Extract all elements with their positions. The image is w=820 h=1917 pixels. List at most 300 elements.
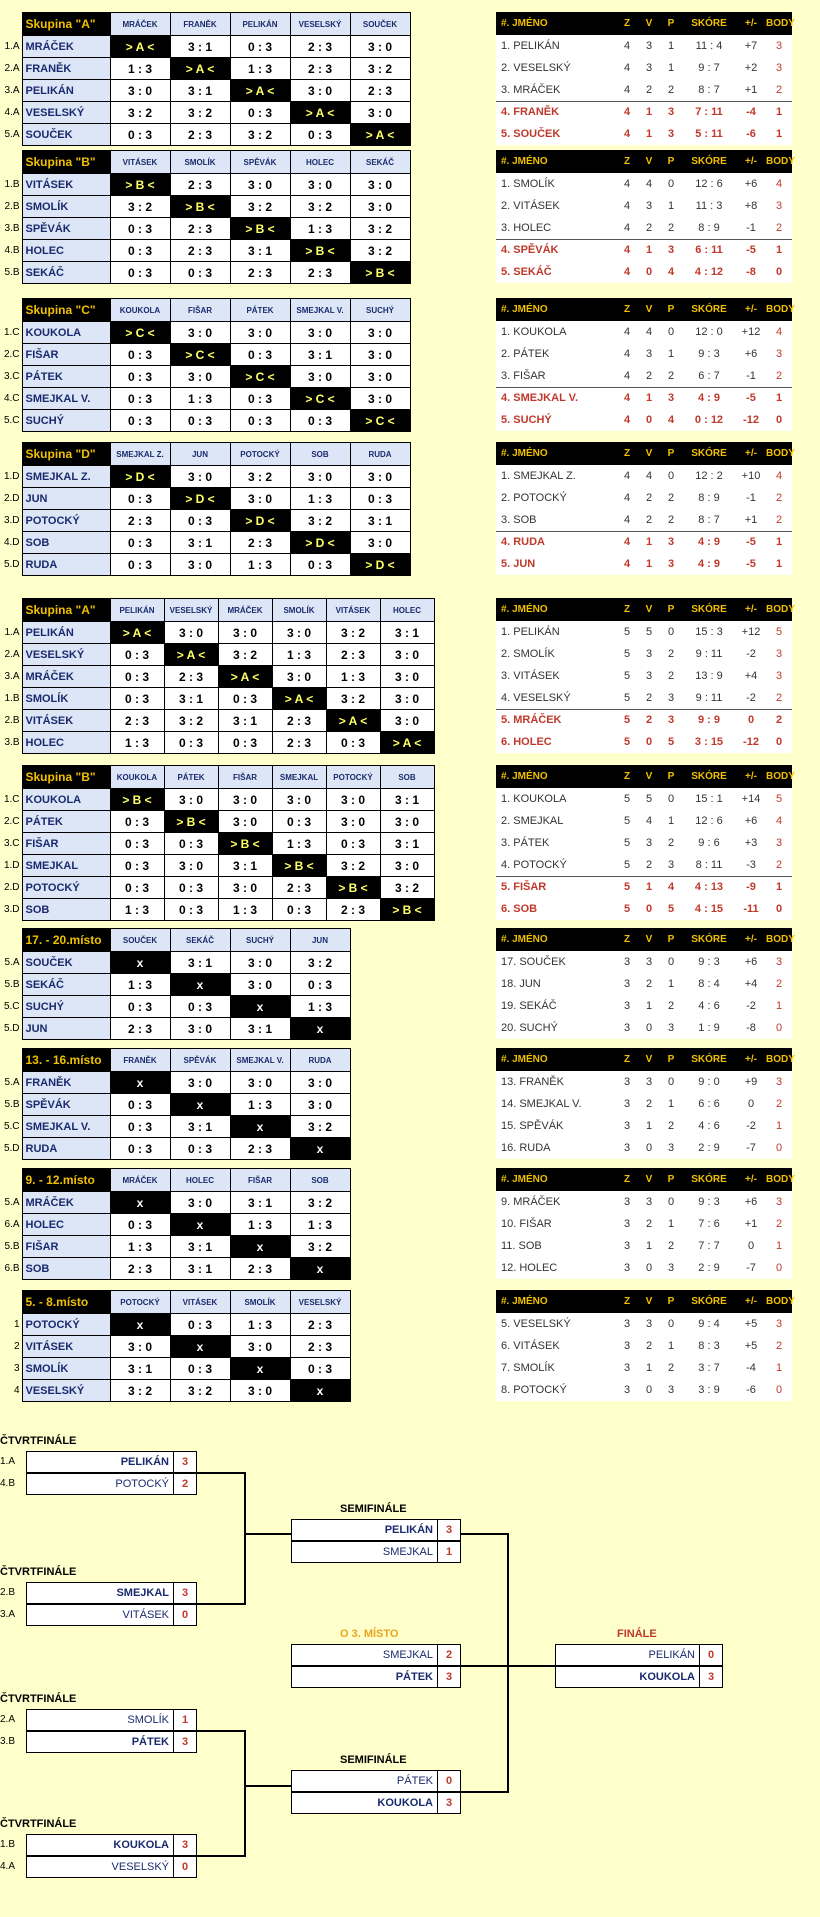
column-header: FRANĚK: [170, 13, 230, 36]
score-cell: 0 : 3: [110, 488, 170, 510]
standings-pts: 3: [766, 195, 792, 217]
matrix-row: [0, 102, 410, 124]
diagonal-cell: x: [110, 1192, 170, 1214]
seed-label: 4.A: [4, 107, 20, 118]
standings-p: 0: [660, 788, 682, 810]
score-cell: 3 : 2: [218, 644, 272, 666]
player-name: SMOLÍK: [27, 1710, 174, 1730]
standings-score: 8 : 9: [682, 487, 736, 509]
standings-pos: 5. SUCHÝ: [496, 409, 616, 431]
qf2-p1-box[interactable]: [26, 1582, 197, 1604]
score-cell: 3 : 0: [170, 466, 230, 488]
standings-v: 1: [638, 239, 660, 261]
score-cell: 3 : 0: [380, 855, 434, 877]
score-cell: 2 : 3: [170, 218, 230, 240]
standings-score: 4 : 15: [682, 898, 736, 920]
matrix-row: [0, 1358, 350, 1380]
qf4-p2-box[interactable]: [26, 1856, 197, 1878]
diagonal-cell: > B <: [290, 240, 350, 262]
standings-p: 2: [660, 665, 682, 687]
standings-pts: 0: [766, 1017, 792, 1039]
matrix-row: [0, 1258, 350, 1280]
standings-v: 2: [638, 79, 660, 101]
column-header: KOUKOLA: [110, 299, 170, 322]
seed-label: 3.D: [3, 515, 20, 526]
standings-pts: 3: [766, 665, 792, 687]
seed-label: 1.C: [3, 327, 20, 338]
qf1-p2-box[interactable]: [26, 1473, 197, 1495]
standings-pts: 0: [766, 1137, 792, 1159]
standings-row: [496, 465, 792, 487]
score-cell: 0 : 3: [326, 732, 380, 754]
corner-blank: [0, 13, 22, 36]
final-p1-box[interactable]: [555, 1644, 723, 1666]
standings-score: 7 : 7: [682, 1235, 736, 1257]
score-cell: 0 : 3: [110, 1214, 170, 1236]
standings-score: 6 : 7: [682, 365, 736, 387]
score-cell: 0 : 3: [110, 344, 170, 366]
player-name: PÁTEK: [22, 811, 110, 833]
standings-row: [496, 57, 792, 79]
standings-diff: -6: [736, 123, 766, 145]
player-name: SMOLÍK: [22, 1358, 110, 1380]
standings-diff: -8: [736, 1017, 766, 1039]
diagonal-cell: > B <: [164, 811, 218, 833]
standings-score: 1 : 9: [682, 1017, 736, 1039]
score-cell: 3 : 0: [230, 1336, 290, 1358]
qf4-p1-box[interactable]: [26, 1834, 197, 1856]
seed-label: 1.B: [4, 693, 20, 704]
standings-v: 2: [638, 509, 660, 531]
player-score: 2: [181, 1478, 189, 1490]
seed-label: 2: [13, 1341, 20, 1352]
score-cell: 0 : 3: [110, 1138, 170, 1160]
score-cell: 0 : 3: [290, 1358, 350, 1380]
player-name: RUDA: [22, 554, 110, 576]
column-header: SMEJKAL V.: [290, 299, 350, 322]
player-name: SMEJKAL: [292, 1645, 438, 1665]
standings-diff: -5: [736, 531, 766, 553]
standings-row: [496, 1235, 792, 1257]
group-matrix: [0, 598, 435, 754]
matrix-row: [0, 855, 434, 877]
standings-p: 0: [660, 1191, 682, 1213]
standings-z: 5: [616, 643, 638, 665]
bracket-line: [461, 1665, 555, 1667]
corner-blank: [0, 1169, 22, 1192]
seed-label: 3.B: [4, 737, 20, 748]
qf2-p2-box[interactable]: [26, 1604, 197, 1626]
standings-header: Z: [616, 442, 638, 465]
standings-diff: +6: [736, 810, 766, 832]
matrix-row: [0, 488, 410, 510]
score-cell: 0 : 3: [164, 732, 218, 754]
standings-p: 1: [660, 973, 682, 995]
standings-header: P: [660, 1048, 682, 1071]
group-matrix: [0, 1290, 351, 1402]
matrix-row: [0, 218, 410, 240]
standings-v: 2: [638, 487, 660, 509]
bracket-line: [244, 1533, 291, 1535]
standings-header: BODY: [766, 928, 792, 951]
score-cell: 2 : 3: [272, 732, 326, 754]
score-cell: 1 : 3: [272, 833, 326, 855]
standings-pts: 1: [766, 1235, 792, 1257]
column-header: VESELSKÝ: [164, 599, 218, 622]
score-cell: 3 : 2: [170, 1380, 230, 1402]
player-name: VESELSKÝ: [27, 1857, 174, 1877]
score-cell: 3 : 2: [380, 877, 434, 899]
group-matrix: [0, 298, 411, 432]
diagonal-cell: > A <: [380, 732, 434, 754]
standings-header: #. JMÉNO: [496, 765, 616, 788]
score-cell: 1 : 3: [110, 58, 170, 80]
player-score: 3: [181, 1736, 189, 1748]
score-cell: 3 : 0: [380, 688, 434, 710]
score-cell: 1 : 3: [290, 1214, 350, 1236]
score-cell: 3 : 0: [170, 322, 230, 344]
sf2-p1-box[interactable]: [291, 1770, 461, 1792]
standings-row: [496, 687, 792, 709]
standings-z: 3: [616, 1235, 638, 1257]
score-cell: 3 : 2: [350, 240, 410, 262]
column-header: POTOCKÝ: [230, 443, 290, 466]
standings-v: 2: [638, 1335, 660, 1357]
seed-label: 3.C: [3, 838, 20, 849]
standings-score: 15 : 3: [682, 621, 736, 643]
standings-p: 5: [660, 731, 682, 753]
column-header: SMEJKAL: [272, 766, 326, 789]
standings-header: P: [660, 1168, 682, 1191]
player-name: SMEJKAL: [27, 1583, 174, 1603]
standings-z: 4: [616, 343, 638, 365]
group-title: Skupina "C": [22, 299, 110, 322]
sf2-p2-box[interactable]: [291, 1792, 461, 1814]
score-cell: 2 : 3: [230, 1258, 290, 1280]
standings-v: 3: [638, 832, 660, 854]
column-header: HOLEC: [380, 599, 434, 622]
diagonal-cell: x: [170, 1094, 230, 1116]
standings-z: 5: [616, 687, 638, 709]
score-cell: 0 : 3: [110, 124, 170, 146]
standings-pos: 4. VESELSKÝ: [496, 687, 616, 709]
diagonal-cell: > A <: [170, 58, 230, 80]
standings-z: 3: [616, 951, 638, 973]
score-cell: 3 : 0: [380, 644, 434, 666]
standings-row: [496, 1191, 792, 1213]
standings-row: [496, 1071, 792, 1093]
standings-pos: 4. SPĚVÁK: [496, 239, 616, 261]
player-name: KOUKOLA: [22, 789, 110, 811]
standings-score: 4 : 6: [682, 995, 736, 1017]
player-name: SOUČEK: [22, 952, 110, 974]
standings-pts: 0: [766, 409, 792, 431]
standings-pts: 2: [766, 509, 792, 531]
standings-p: 3: [660, 1379, 682, 1401]
standings-score: 12 : 0: [682, 321, 736, 343]
standings-row: [496, 832, 792, 854]
column-header: VESELSKÝ: [290, 13, 350, 36]
standings-z: 4: [616, 173, 638, 195]
standings-pts: 3: [766, 1191, 792, 1213]
standings-pos: 19. SEKÁČ: [496, 995, 616, 1017]
standings-header: Z: [616, 150, 638, 173]
standings-pos: 3. HOLEC: [496, 217, 616, 239]
player-name: MRÁČEK: [22, 36, 110, 58]
seed-label: 5.A: [4, 129, 20, 140]
standings-v: 2: [638, 217, 660, 239]
standings-pts: 1: [766, 1357, 792, 1379]
score-cell: 0 : 3: [218, 688, 272, 710]
standings-row: [496, 973, 792, 995]
standings-pos: 5. SEKÁČ: [496, 261, 616, 283]
score-cell: 0 : 3: [218, 732, 272, 754]
score-cell: 3 : 1: [230, 1192, 290, 1214]
diagonal-cell: > B <: [272, 855, 326, 877]
standings-p: 2: [660, 1235, 682, 1257]
standings-score: 11 : 4: [682, 35, 736, 57]
standings-pos: 4. RUDA: [496, 531, 616, 553]
sf1-p2-box[interactable]: [291, 1541, 461, 1563]
player-name: VESELSKÝ: [22, 1380, 110, 1402]
standings-row: [496, 1017, 792, 1039]
player-name: JUN: [22, 1018, 110, 1040]
score-cell: 0 : 3: [110, 532, 170, 554]
standings-p: 5: [660, 898, 682, 920]
standings-pts: 4: [766, 465, 792, 487]
matrix-row: [0, 240, 410, 262]
standings-header: #. JMÉNO: [496, 1168, 616, 1191]
standings-p: 0: [660, 951, 682, 973]
standings-v: 3: [638, 665, 660, 687]
standings-score: 7 : 6: [682, 1213, 736, 1235]
player-name: SMEJKAL V.: [22, 1116, 110, 1138]
standings-header: BODY: [766, 1048, 792, 1071]
standings-v: 3: [638, 951, 660, 973]
score-cell: 3 : 0: [230, 974, 290, 996]
standings-z: 5: [616, 810, 638, 832]
standings-pts: 1: [766, 1115, 792, 1137]
standings-row: [496, 1137, 792, 1159]
group-block: [0, 928, 820, 1042]
diagonal-cell: x: [170, 974, 230, 996]
standings-score: 9 : 3: [682, 951, 736, 973]
seed-label: 1.A: [0, 1456, 16, 1467]
group-block: [0, 298, 820, 434]
standings-score: 12 : 2: [682, 465, 736, 487]
standings-diff: +14: [736, 788, 766, 810]
standings-diff: +4: [736, 973, 766, 995]
score-cell: 0 : 3: [230, 36, 290, 58]
qf1-p1-box[interactable]: [26, 1451, 197, 1473]
standings-row: [496, 531, 792, 553]
score-cell: 0 : 3: [110, 240, 170, 262]
score-cell: 2 : 3: [110, 1258, 170, 1280]
column-header: VITÁSEK: [170, 1291, 230, 1314]
standings-row: [496, 665, 792, 687]
standings-header: SKÓRE: [682, 1290, 736, 1313]
diagonal-cell: > D <: [290, 532, 350, 554]
standings-diff: +6: [736, 1191, 766, 1213]
standings-header: SKÓRE: [682, 442, 736, 465]
seed-label: 6.A: [4, 1219, 20, 1230]
standings-p: 2: [660, 832, 682, 854]
player-name: POTOCKÝ: [22, 510, 110, 532]
standings-p: 1: [660, 1213, 682, 1235]
final-p2-box[interactable]: [555, 1666, 723, 1688]
standings-header: V: [638, 1168, 660, 1191]
player-name: VITÁSEK: [27, 1605, 174, 1625]
diagonal-cell: > B <: [110, 789, 164, 811]
player-name: PELIKÁN: [292, 1520, 438, 1540]
matrix-row: [0, 1236, 350, 1258]
column-header: RUDA: [290, 1049, 350, 1072]
corner-blank: [0, 1291, 22, 1314]
standings-row: [496, 788, 792, 810]
score-cell: 0 : 3: [230, 388, 290, 410]
standings-pos: 3. MRÁČEK: [496, 79, 616, 101]
standings-table: [496, 150, 795, 283]
standings-pos: 10. FIŠAR: [496, 1213, 616, 1235]
sf1-p1-box[interactable]: [291, 1519, 461, 1541]
column-header: PÁTEK: [164, 766, 218, 789]
group-block: [0, 150, 820, 286]
score-cell: 3 : 0: [350, 466, 410, 488]
standings-header: #. JMÉNO: [496, 598, 616, 621]
column-header: PELIKÁN: [230, 13, 290, 36]
standings-table: [496, 12, 795, 145]
diagonal-cell: > D <: [110, 466, 170, 488]
standings-header: +/-: [736, 1290, 766, 1313]
diagonal-cell: > A <: [110, 622, 164, 644]
score-cell: 3 : 0: [170, 366, 230, 388]
bracket-line: [244, 1730, 246, 1857]
standings-pos: 8. POTOCKÝ: [496, 1379, 616, 1401]
player-name: PÁTEK: [292, 1771, 438, 1791]
score-cell: 2 : 3: [230, 1138, 290, 1160]
seed-label: 5.C: [3, 1001, 20, 1012]
score-cell: 3 : 0: [230, 322, 290, 344]
qf3-p2-box[interactable]: [26, 1731, 197, 1753]
standings-z: 4: [616, 195, 638, 217]
column-header: SOUČEK: [350, 13, 410, 36]
qf3-p1-box[interactable]: [26, 1709, 197, 1731]
seed-label: 1.C: [3, 794, 20, 805]
corner-blank: [0, 299, 22, 322]
standings-diff: -1: [736, 217, 766, 239]
matrix-row: [0, 1072, 350, 1094]
score-cell: 3 : 0: [380, 811, 434, 833]
standings-header: SKÓRE: [682, 765, 736, 788]
standings-diff: -12: [736, 731, 766, 753]
column-header: SPĚVÁK: [230, 151, 290, 174]
standings-pts: 1: [766, 239, 792, 261]
standings-score: 7 : 11: [682, 101, 736, 123]
standings-v: 3: [638, 195, 660, 217]
standings-diff: +7: [736, 35, 766, 57]
score-cell: 3 : 1: [230, 240, 290, 262]
score-cell: 2 : 3: [170, 240, 230, 262]
standings-v: 2: [638, 709, 660, 731]
standings-v: 1: [638, 553, 660, 575]
score-cell: 2 : 3: [290, 1336, 350, 1358]
standings-z: 4: [616, 409, 638, 431]
standings-pos: 1. SMOLÍK: [496, 173, 616, 195]
score-cell: 3 : 0: [170, 1192, 230, 1214]
standings-pos: 2. VESELSKÝ: [496, 57, 616, 79]
standings-z: 5: [616, 788, 638, 810]
score-cell: 3 : 0: [350, 102, 410, 124]
standings-z: 4: [616, 387, 638, 409]
standings-diff: +2: [736, 57, 766, 79]
standings-pos: 11. SOB: [496, 1235, 616, 1257]
column-header: MRÁČEK: [110, 13, 170, 36]
standings-header: Z: [616, 928, 638, 951]
seed-label: 5.A: [4, 1077, 20, 1088]
standings-diff: -1: [736, 487, 766, 509]
standings-z: 3: [616, 1213, 638, 1235]
score-cell: 1 : 3: [110, 974, 170, 996]
standings-v: 4: [638, 810, 660, 832]
score-cell: 3 : 0: [380, 666, 434, 688]
seed-label: 2.D: [3, 882, 20, 893]
column-header: SMOLÍK: [272, 599, 326, 622]
standings-z: 3: [616, 1115, 638, 1137]
player-name: KOUKOLA: [22, 322, 110, 344]
diagonal-cell: > B <: [170, 196, 230, 218]
standings-pts: 3: [766, 343, 792, 365]
third-p2-box[interactable]: [291, 1666, 461, 1688]
standings-pos: 6. HOLEC: [496, 731, 616, 753]
diagonal-cell: x: [110, 1314, 170, 1336]
score-cell: 3 : 2: [326, 622, 380, 644]
score-cell: 1 : 3: [110, 732, 164, 754]
diagonal-cell: x: [230, 996, 290, 1018]
standings-v: 2: [638, 365, 660, 387]
seed-label: 1: [13, 1319, 20, 1330]
standings-diff: -2: [736, 1115, 766, 1137]
qf1-p1-row: [0, 1451, 200, 1473]
player-name: PÁTEK: [27, 1732, 174, 1752]
standings-header: +/-: [736, 598, 766, 621]
seed-label: 1.D: [3, 860, 20, 871]
standings-diff: 0: [736, 709, 766, 731]
diagonal-cell: > B <: [380, 899, 434, 921]
standings-pos: 9. MRÁČEK: [496, 1191, 616, 1213]
standings-pts: 0: [766, 898, 792, 920]
column-header: FIŠAR: [218, 766, 272, 789]
matrix-row: [0, 877, 434, 899]
qf-title: ČTVRTFINÁLE: [0, 1818, 77, 1830]
corner-blank: [0, 443, 22, 466]
third-p1-box[interactable]: [291, 1644, 461, 1666]
standings-p: 3: [660, 101, 682, 123]
seed-label: 1.B: [0, 1839, 16, 1850]
matrix-row: [0, 952, 350, 974]
standings-v: 4: [638, 173, 660, 195]
qf-title: ČTVRTFINÁLE: [0, 1566, 77, 1578]
score-cell: 1 : 3: [290, 488, 350, 510]
player-name: SEKÁČ: [22, 974, 110, 996]
standings-row: [496, 643, 792, 665]
standings-p: 2: [660, 995, 682, 1017]
player-score: 1: [181, 1714, 189, 1726]
score-cell: 0 : 3: [170, 510, 230, 532]
seed-label: 4.A: [0, 1861, 16, 1872]
standings-v: 1: [638, 1235, 660, 1257]
standings-pts: 4: [766, 321, 792, 343]
standings-diff: +1: [736, 1213, 766, 1235]
